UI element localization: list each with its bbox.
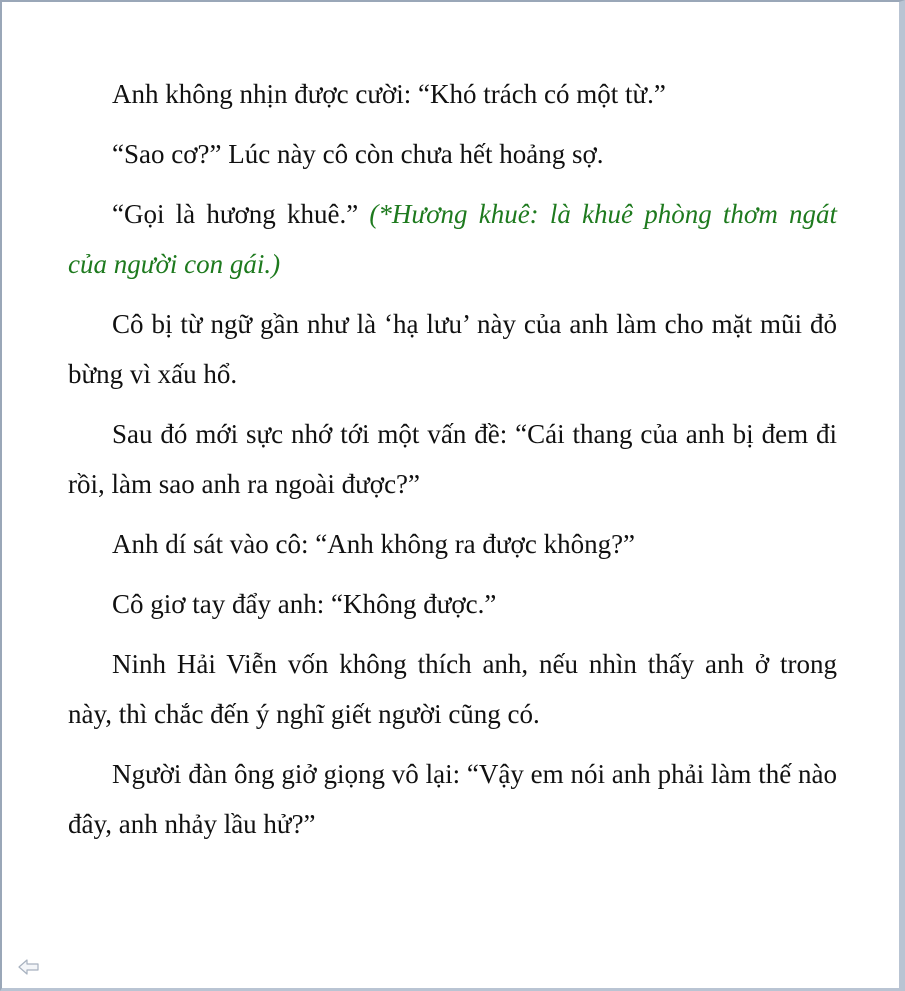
paragraph-9: Người đàn ông giở giọng vô lại: “Vậy em nói anh phải làm thế nào đây, anh nhảy lầu hử?” xyxy=(68,759,837,839)
paragraph-3-text: “Gọi là hương khuê.” xyxy=(112,199,359,229)
paragraph-3 xyxy=(68,189,837,289)
paragraph-6: Anh dí sát vào cô: “Anh không ra được không?” xyxy=(112,529,636,559)
arrow-left-icon[interactable] xyxy=(18,958,40,976)
document-page xyxy=(68,69,837,859)
translator-note: (*Hương khuê: là khuê phòng thơm ngát của người con gái.) xyxy=(68,199,838,279)
paragraph-5: Sau đó mới sực nhớ tới một vấn đề: “Cái thang của anh bị đem đi rồi, làm sao anh ra ngoài được?” xyxy=(68,419,837,499)
paragraph-2: “Sao cơ?” Lúc này cô còn chưa hết hoảng sợ. xyxy=(112,139,604,169)
paragraph-7: Cô giơ tay đẩy anh: “Không được.” xyxy=(112,589,497,619)
paragraph-4: Cô bị từ ngữ gần như là ‘hạ lưu’ này của anh làm cho mặt mũi đỏ bừng vì xấu hổ. xyxy=(68,309,837,389)
paragraph-1: Anh không nhịn được cười: “Khó trách có một từ.” xyxy=(112,79,666,109)
paragraph-8: Ninh Hải Viễn vốn không thích anh, nếu nhìn thấy anh ở trong này, thì chắc đến ý nghĩ giết người cũng có. xyxy=(68,649,837,729)
